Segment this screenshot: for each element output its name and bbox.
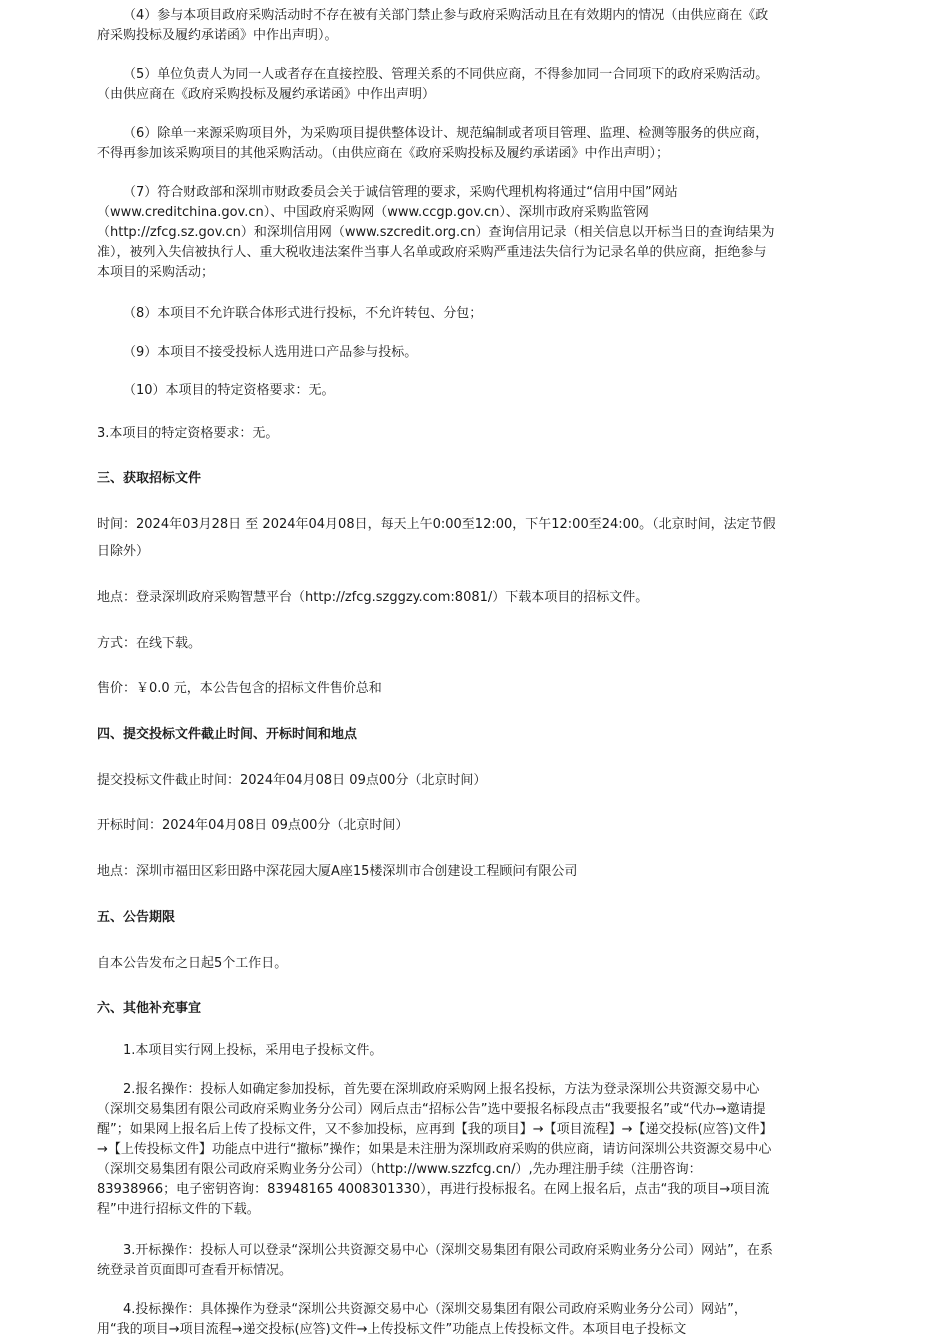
qualification-item-8: （8）本项目不允许联合体形式进行投标，不允许转包、分包； [123,306,483,321]
section-submission-heading: 四、提交投标文件截止时间、开标时间和地点 [97,727,358,742]
obtain-docs-place: 地点：登录深圳政府采购智慧平台（http://zfcg.szggzy.com:8081/）下载本项目的招标文件。 [97,590,649,605]
qualification-item-5: （5）单位负责人为同一人或者存在直接控股、管理关系的不同供应商，不得参加同一合同项下的政府采购活动。（由供应商在《政府采购投标及履约承诺函》中作出声明） [97,67,769,102]
notice-period-text: 自本公告发布之日起5个工作日。 [97,956,288,971]
qualification-item-7: （7）符合财政部和深圳市财政委员会关于诚信管理的要求，采购代理机构将通过“信用中国”网站（www.creditchina.gov.cn）、中国政府采购网（www.ccgp.gov.cn）、深圳市政府采购监管网（http://zfcg.sz.gov.cn）和深圳信用网（www.szcredit.org.cn）查询信用记录（相关信息以开标当日的查询结果为准），被列入失信被执行人、重大税收违法案件当事人名单或政府采购严重违法失信行为记录名单的供应商，拒绝参与本项目的采购活动； [97,185,775,280]
obtain-docs-time: 时间：2024年03月28日 至 2024年04月08日，每天上午0:00至12:00，下午12:00至24:00。（北京时间，法定节假日除外） [97,517,776,559]
qualification-item-6: （6）除单一来源采购项目外，为采购项目提供整体设计、规范编制或者项目管理、监理、检测等服务的供应商，不得再参加该采购项目的其他采购活动。（由供应商在《政府采购投标及履约承诺函》中作出声明）； [97,126,769,161]
other-matter-4: 4.投标操作：具体操作为登录“深圳公共资源交易中心（深圳交易集团有限公司政府采购业务分公司）网站”，用“我的项目→项目流程→递交投标(应答)文件→上传投标文件”功能点上传投标文件。本项目电子投标文 [97,1302,747,1337]
section-obtain-docs-heading: 三、获取招标文件 [97,471,202,486]
other-matter-2: 2.报名操作：投标人如确定参加投标，首先要在深圳政府采购网上报名投标，方法为登录深圳公共资源交易中心（深圳交易集团有限公司政府采购业务分公司）网后点击“招标公告”选中要报名标段点击“我要报名”或“代办→邀请提醒”；如果网上报名后上传了投标文件，又不参加投标，应再到【我的项目】→【项目流程】→【递交投标(应答)文件】→【上传投标文件】功能点中进行“撤标”操作；如果是未注册为深圳政府采购的供应商，请访问深圳公共资源交易中心（深圳交易集团有限公司政府采购业务分公司）（http://www.szzfcg.cn/）,先办理注册手续（注册咨询：83938966；电子密钥咨询：83948165 4008301330），再进行投标报名。在网上报名后，点击“我的项目→项目流程”中进行招标文件的下载。 [97,1082,773,1217]
other-matter-3: 3.开标操作：投标人可以登录“深圳公共资源交易中心（深圳交易集团有限公司政府采购业务分公司）网站”，在系统登录首页面即可查看开标情况。 [97,1243,773,1278]
obtain-docs-price: 售价：￥0.0 元，本公告包含的招标文件售价总和 [97,681,382,696]
special-qualification: 3.本项目的特定资格要求：无。 [97,426,279,441]
qualification-item-9: （9）本项目不接受投标人选用进口产品参与投标。 [123,345,418,360]
other-matter-1: 1.本项目实行网上投标，采用电子投标文件。 [123,1043,383,1058]
section-notice-period-heading: 五、公告期限 [97,910,176,925]
qualification-item-4: （4）参与本项目政府采购活动时不存在被有关部门禁止参与政府采购活动且在有效期内的情况（由供应商在《政府采购投标及履约承诺函》中作出声明）。 [97,8,769,43]
opening-place: 地点：深圳市福田区彩田路中深花园大厦A座15楼深圳市合创建设工程顾问有限公司 [97,864,578,879]
obtain-docs-method: 方式：在线下载。 [97,636,202,651]
section-other-matters-heading: 六、其他补充事宜 [97,1001,202,1016]
submission-deadline: 提交投标文件截止时间：2024年04月08日 09点00分（北京时间） [97,773,487,788]
opening-time: 开标时间：2024年04月08日 09点00分（北京时间） [97,818,409,833]
qualification-item-10: （10）本项目的特定资格要求：无。 [123,383,335,398]
